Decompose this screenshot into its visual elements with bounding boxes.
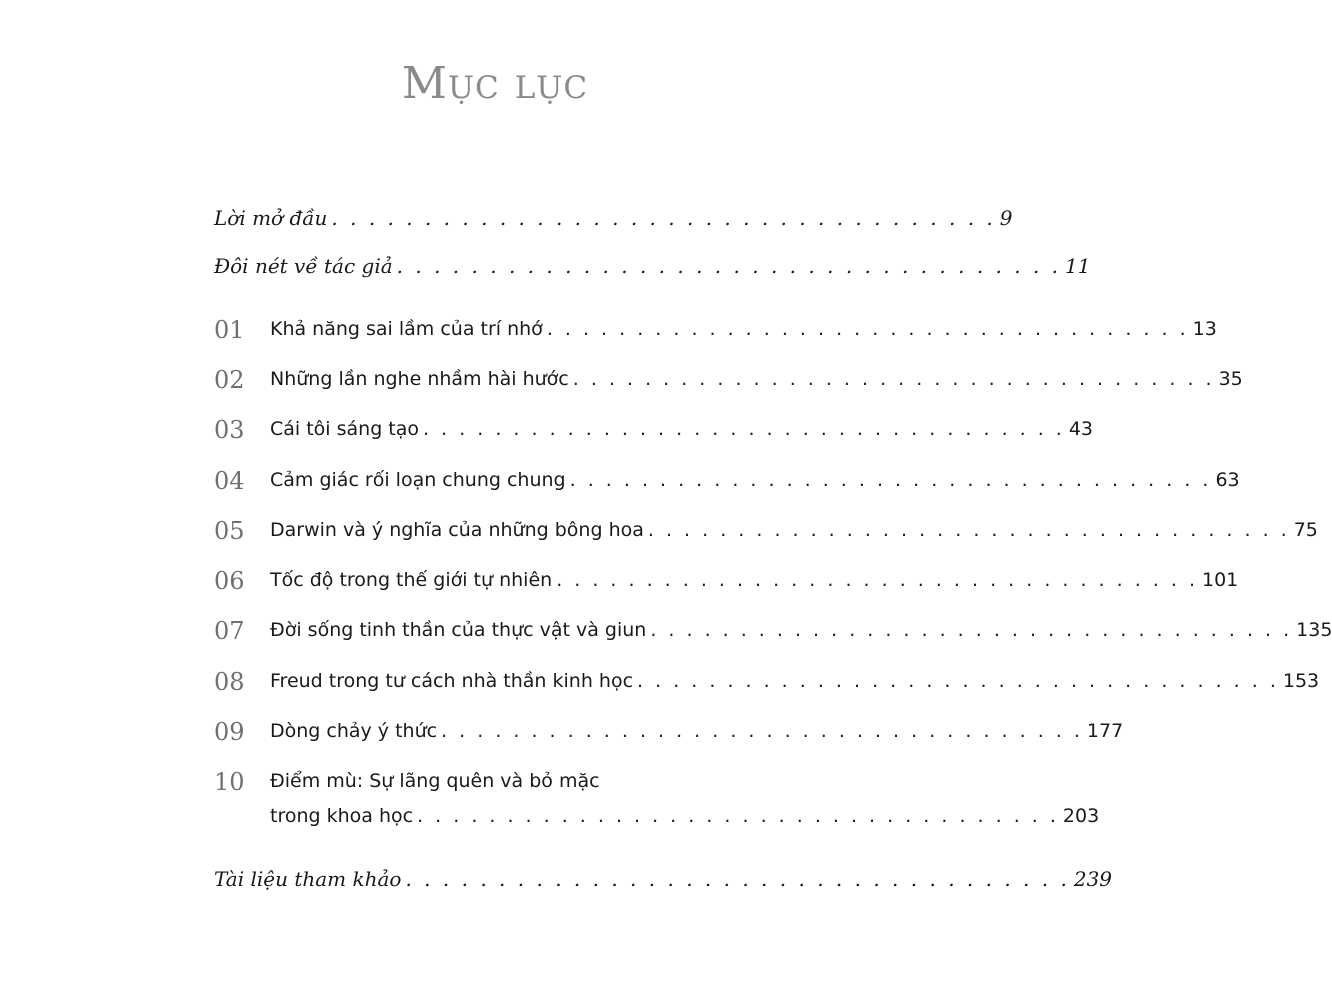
chapter-number: 01 — [214, 316, 245, 344]
toc-chapter-09[interactable] — [214, 718, 1124, 752]
toc-entry-page: 239 — [1073, 867, 1113, 891]
toc-entry-page: 177 — [1086, 720, 1124, 742]
leader-dots: . . . . . . . . . . . . . . . . . . . . . . . . . . . . . . . . . . . . — [396, 254, 1062, 278]
toc-entry-label: Dòng chảy ý thức — [270, 720, 438, 742]
leader-dots: . . . . . . . . . . . . . . . . . . . . . . . . . . . . . . . . . . . . — [650, 619, 1293, 641]
leader-dots: . . . . . . . . . . . . . . . . . . . . . . . . . . . . . . . . . . . . — [647, 519, 1290, 541]
toc-entry-label-line1: Điểm mù: Sự lãng quên và bỏ mặc — [270, 770, 600, 792]
toc-entry-page: 135 — [1296, 619, 1332, 641]
toc-entry-label: Freud trong tư cách nhà thần kinh học — [270, 670, 634, 692]
leader-dots: . . . . . . . . . . . . . . . . . . . . . . . . . . . . . . . . . . . . — [417, 805, 1059, 827]
leader-dots: . . . . . . . . . . . . . . . . . . . . . . . . . . . . . . . . . . . . — [405, 867, 1070, 891]
toc-entry-label: Đôi nét về tác giả — [214, 254, 393, 278]
leader-dots: . . . . . . . . . . . . . . . . . . . . . . . . . . . . . . . . . . . . — [331, 206, 996, 230]
toc-chapter-07[interactable] — [214, 617, 1332, 651]
chapter-number: 05 — [214, 517, 245, 545]
toc-chapter-10[interactable] — [214, 768, 1100, 840]
toc-chapter-04[interactable] — [214, 467, 1240, 501]
chapter-number: 03 — [214, 416, 245, 444]
leader-dots: . . . . . . . . . . . . . . . . . . . . . . . . . . . . . . . . . . . . — [637, 670, 1279, 692]
toc-entry-label: Cảm giác rối loạn chung chung — [270, 469, 566, 491]
toc-chapter-02[interactable] — [214, 366, 1243, 400]
toc-chapter-06[interactable] — [214, 567, 1239, 601]
toc-entry-label: Lời mở đầu — [214, 206, 328, 230]
toc-entry-page: 9 — [999, 206, 1013, 230]
toc-entry-page: 101 — [1202, 569, 1239, 591]
leader-dots: . . . . . . . . . . . . . . . . . . . . . . . . . . . . . . . . . . . . — [441, 720, 1083, 742]
chapter-number: 02 — [214, 366, 245, 394]
toc-entry-label-line2: trong khoa học — [270, 805, 414, 827]
toc-entry-label: Tài liệu tham khảo — [214, 867, 402, 891]
leader-dots: . . . . . . . . . . . . . . . . . . . . . . . . . . . . . . . . . . . . — [546, 318, 1189, 340]
toc-entry-label: Những lần nghe nhầm hài hước — [270, 368, 569, 390]
leader-dots: . . . . . . . . . . . . . . . . . . . . . . . . . . . . . . . . . . . . — [556, 569, 1198, 591]
chapter-number: 07 — [214, 617, 245, 645]
toc-chapter-03[interactable] — [214, 416, 1094, 450]
chapter-number: 06 — [214, 567, 245, 595]
page-title: Mục lục — [401, 58, 589, 109]
leader-dots: . . . . . . . . . . . . . . . . . . . . . . . . . . . . . . . . . . . . — [569, 469, 1212, 491]
toc-entry-label: Tốc độ trong thế giới tự nhiên — [270, 569, 553, 591]
toc-entry-label: Khả năng sai lầm của trí nhớ — [270, 318, 543, 340]
toc-entry-page: 75 — [1293, 519, 1318, 541]
leader-dots: . . . . . . . . . . . . . . . . . . . . . . . . . . . . . . . . . . . . — [423, 418, 1065, 440]
chapter-number: 08 — [214, 668, 245, 696]
chapter-number: 09 — [214, 718, 245, 746]
toc-entry-page: 203 — [1062, 805, 1100, 827]
toc-entry-page: 13 — [1192, 318, 1217, 340]
toc-entry-label: Đời sống tinh thần của thực vật và giun — [270, 619, 647, 641]
chapter-number: 10 — [214, 768, 245, 796]
toc-entry-about-author[interactable] — [214, 254, 1091, 286]
leader-dots: . . . . . . . . . . . . . . . . . . . . . . . . . . . . . . . . . . . . — [572, 368, 1215, 390]
toc-entry-page: 43 — [1068, 418, 1094, 440]
toc-chapter-05[interactable] — [214, 517, 1318, 551]
toc-entry-label: Cái tôi sáng tạo — [270, 418, 420, 440]
toc-chapter-08[interactable] — [214, 668, 1320, 702]
toc-entry-page: 63 — [1215, 469, 1240, 491]
toc-chapter-01[interactable] — [214, 316, 1217, 350]
toc-entry-page: 153 — [1282, 670, 1320, 692]
chapter-number: 04 — [214, 467, 245, 495]
toc-entry-label: Darwin và ý nghĩa của những bông hoa — [270, 519, 644, 541]
toc-entry-page: 11 — [1065, 254, 1091, 278]
toc-entry-references[interactable] — [214, 867, 1113, 899]
toc-entry-preface[interactable] — [214, 206, 1013, 238]
toc-entry-page: 35 — [1218, 368, 1243, 390]
